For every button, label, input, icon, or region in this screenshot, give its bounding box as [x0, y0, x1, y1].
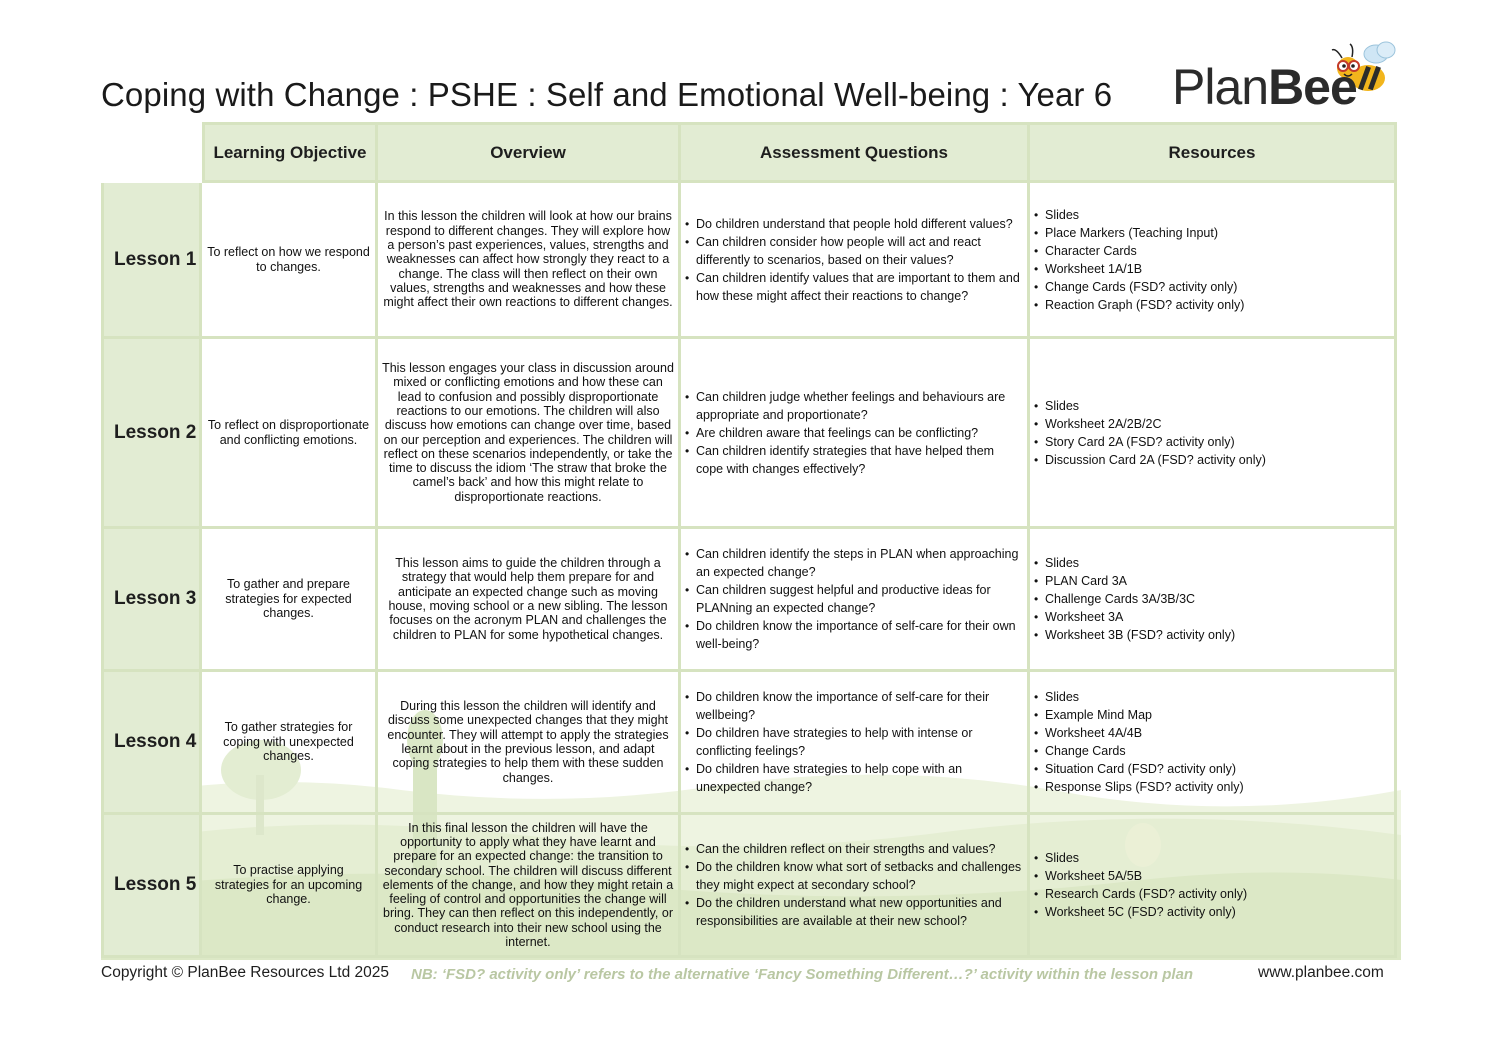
lesson-overview: In this final lesson the children will have the opportunity to apply what they have learnt and prepare for an expected change: the transition to secondary school. The children will discuss different elements of the change, and how they might retain a feeling of control and opportunities the change will bring. They can then reflect on this independently, or conduct research into their new school using the internet.	[378, 815, 681, 958]
resource-item: • Discussion Card 2A (FSD? activity only)	[1034, 451, 1266, 469]
website-link[interactable]: www.planbee.com	[1258, 964, 1384, 981]
question-item: • Can children consider how people will act and react differently to scenarios, based on their values?	[685, 233, 1023, 269]
resource-item: • Place Markers (Teaching Input)	[1034, 224, 1244, 242]
table-corner	[101, 122, 202, 183]
resources-list	[1030, 529, 1397, 672]
question-item: • Do children understand that people hold different values?	[685, 215, 1023, 233]
lesson-label: Lesson 4	[101, 672, 202, 815]
header-learning-objective: Learning Objective	[202, 122, 378, 183]
page-title: Coping with Change : PSHE : Self and Emotional Well-being : Year 6	[101, 76, 1113, 113]
resource-item: • Worksheet 5A/5B	[1034, 867, 1247, 885]
resource-item: • Worksheet 3A	[1034, 608, 1235, 626]
question-item: • Can children suggest helpful and productive ideas for PLANning an expected change?	[685, 581, 1023, 617]
resource-item: • Research Cards (FSD? activity only)	[1034, 885, 1247, 903]
resource-item: • Slides	[1034, 397, 1266, 415]
question-item: • Do the children understand what new opportunities and responsibilities are available at their new school?	[685, 894, 1023, 930]
question-item: • Do the children know what sort of setbacks and challenges they might expect at secondary school?	[685, 858, 1023, 894]
resources-list	[1030, 183, 1397, 339]
assessment-questions	[681, 339, 1030, 529]
lesson-label: Lesson 2	[101, 339, 202, 529]
resource-item: • Slides	[1034, 554, 1235, 572]
copyright-text: Copyright © PlanBee Resources Ltd 2025	[101, 964, 390, 981]
resource-item: • Worksheet 2A/2B/2C	[1034, 415, 1266, 433]
resource-item: • PLAN Card 3A	[1034, 572, 1235, 590]
learning-objective: To practise applying strategies for an upcoming change.	[202, 815, 378, 958]
learning-objective: To gather and prepare strategies for expected changes.	[202, 529, 378, 672]
resource-item: • Challenge Cards 3A/3B/3C	[1034, 590, 1235, 608]
lesson-overview: In this lesson the children will look at how our brains respond to different changes. They will explore how a person’s past experiences, values, strengths and weaknesses can affect how strongly they react to a change. The class will then reflect on their own values, strengths and weaknesses and how these might affect their own reactions to different changes.	[378, 183, 681, 339]
resource-item: • Worksheet 1A/1B	[1034, 260, 1244, 278]
header-overview: Overview	[378, 122, 681, 183]
resources-list	[1030, 672, 1397, 815]
lesson-overview: This lesson aims to guide the children through a strategy that would help them prepare for and anticipate an expected change such as moving house, moving school or a new sibling. The lesson focuses on the acronym PLAN and challenges the children to PLAN for some hypothetical changes.	[378, 529, 681, 672]
question-item: • Can children judge whether feelings and behaviours are appropriate and proportionate?	[685, 388, 1023, 424]
resource-item: • Worksheet 3B (FSD? activity only)	[1034, 626, 1235, 644]
resource-item: • Change Cards	[1034, 742, 1244, 760]
logo-bee-text: Bee	[1268, 59, 1357, 115]
learning-objective: To gather strategies for coping with unexpected changes.	[202, 672, 378, 815]
question-item: • Do children know the importance of self-care for their own well-being?	[685, 617, 1023, 653]
assessment-questions	[681, 183, 1030, 339]
resource-item: • Reaction Graph (FSD? activity only)	[1034, 296, 1244, 314]
lesson-label: Lesson 3	[101, 529, 202, 672]
lesson-label: Lesson 1	[101, 183, 202, 339]
question-item: • Can the children reflect on their strengths and values?	[685, 840, 1023, 858]
resource-item: • Slides	[1034, 688, 1244, 706]
question-item: • Can children identify the steps in PLAN when approaching an expected change?	[685, 545, 1023, 581]
lesson-overview: During this lesson the children will identify and discuss some unexpected changes that they might encounter. They will attempt to apply the strategies learnt about in the previous lesson, and adapt coping strategies to help them with these sudden changes.	[378, 672, 681, 815]
lesson-overview-table	[101, 122, 1399, 960]
question-item: • Can children identify strategies that have helped them cope with changes effectively?	[685, 442, 1023, 478]
learning-objective: To reflect on disproportionate and conflicting emotions.	[202, 339, 378, 529]
header-assessment-questions: Assessment Questions	[681, 122, 1030, 183]
header-resources: Resources	[1030, 122, 1397, 183]
resource-item: • Response Slips (FSD? activity only)	[1034, 778, 1244, 796]
planbee-logo	[1172, 58, 1357, 118]
lesson-label: Lesson 5	[101, 815, 202, 958]
resource-item: • Worksheet 5C (FSD? activity only)	[1034, 903, 1247, 921]
question-item: • Can children identify values that are important to them and how these might affect their reactions to change?	[685, 269, 1023, 305]
resources-list	[1030, 815, 1397, 958]
logo-plan-text: Plan	[1172, 59, 1269, 115]
resource-item: • Worksheet 4A/4B	[1034, 724, 1244, 742]
assessment-questions	[681, 672, 1030, 815]
resource-item: • Slides	[1034, 206, 1244, 224]
resource-item: • Slides	[1034, 849, 1247, 867]
assessment-questions	[681, 815, 1030, 958]
resource-item: • Situation Card (FSD? activity only)	[1034, 760, 1244, 778]
resource-item: • Story Card 2A (FSD? activity only)	[1034, 433, 1266, 451]
resources-list	[1030, 339, 1397, 529]
learning-objective: To reflect on how we respond to changes.	[202, 183, 378, 339]
lesson-overview: This lesson engages your class in discussion around mixed or conflicting emotions and how these can lead to confusion and possibly disproportionate reactions to our emotions. The children will also discuss how emotions can change over time, based on our perception and experiences. The children will reflect on these scenarios independently, or take the time to discuss the idiom ‘The straw that broke the camel’s back’ and how this might relate to disproportionate reactions.	[378, 339, 681, 529]
resource-item: • Change Cards (FSD? activity only)	[1034, 278, 1244, 296]
question-item: • Are children aware that feelings can be conflicting?	[685, 424, 1023, 442]
assessment-questions	[681, 529, 1030, 672]
resource-item: • Example Mind Map	[1034, 706, 1244, 724]
question-item: • Do children have strategies to help with intense or conflicting feelings?	[685, 724, 1023, 760]
fsd-note: NB: ‘FSD? activity only’ refers to the alternative ‘Fancy Something Different…?’ activity within the lesson plan	[411, 966, 1194, 983]
question-item: • Do children have strategies to help cope with an unexpected change?	[685, 760, 1023, 796]
question-item: • Do children know the importance of self-care for their wellbeing?	[685, 688, 1023, 724]
resource-item: • Character Cards	[1034, 242, 1244, 260]
